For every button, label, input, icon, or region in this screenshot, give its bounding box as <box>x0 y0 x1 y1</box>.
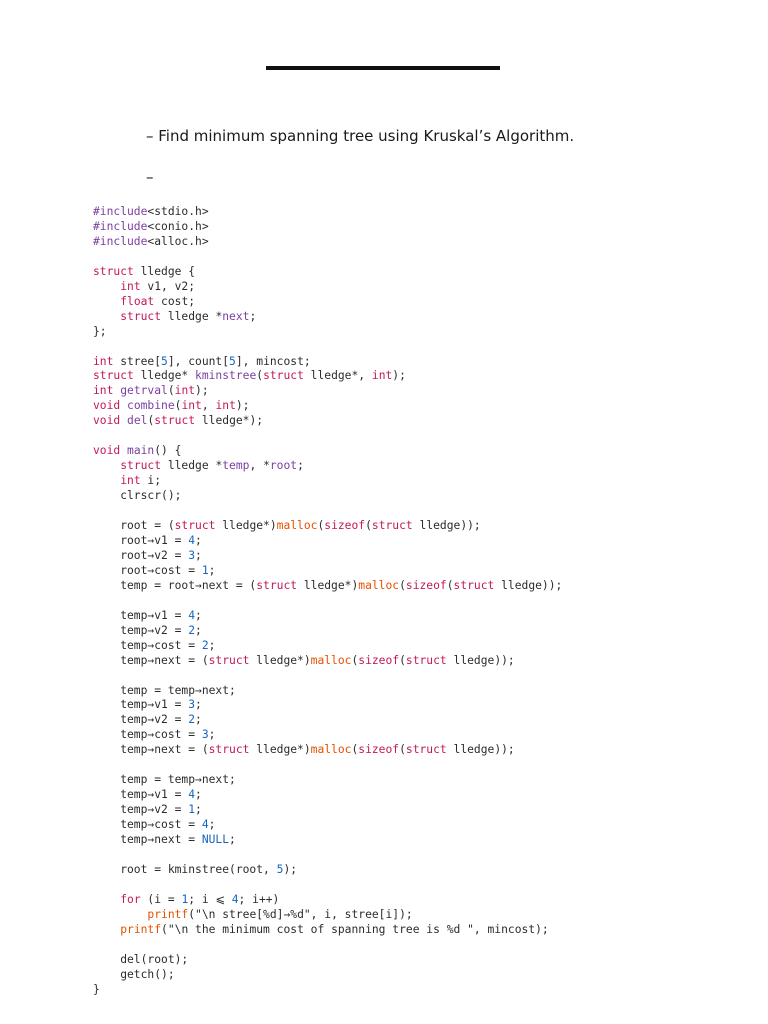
code-line: int v1, v2; <box>120 279 196 293</box>
code-line: int getrval(int); <box>93 384 209 398</box>
code-line: temp→v2 = 2; <box>93 713 202 727</box>
code-line: root→cost = 1; <box>93 563 216 577</box>
code-line: temp→cost = 2; <box>93 638 216 652</box>
code-line: void combine(int, int); <box>93 399 250 413</box>
code-line: del(root); <box>93 952 189 966</box>
code-line <box>93 250 640 265</box>
code-line: struct lledge* kminstree(struct lledge*, int); <box>93 369 406 383</box>
title-underline <box>266 66 500 70</box>
code-line: root = (struct lledge*)malloc(sizeof(struct lledge)); <box>93 519 481 533</box>
code-line: struct lledge { <box>93 264 196 278</box>
code-line: printf("\n the minimum cost of spanning tree is %d ", mincost); <box>120 922 549 936</box>
code-line: struct lledge *next; <box>120 309 257 323</box>
code-line <box>93 594 640 609</box>
code-line: temp = temp→next; <box>93 683 236 697</box>
code-line: getch(); <box>93 967 175 981</box>
code-line: temp→next = (struct lledge*)malloc(sizeof(struct lledge)); <box>93 653 515 667</box>
code-line: void del(struct lledge*); <box>93 414 264 428</box>
task-description: – Find minimum spanning tree using Kruskal’s Algorithm. <box>146 127 575 145</box>
code-line: temp = root→next = (struct lledge*)malloc(sizeof(struct lledge)); <box>93 578 563 592</box>
code-line: printf("\n stree[%d]→%d", i, stree[i]); <box>147 907 413 921</box>
code-line: temp→v1 = 4; <box>93 608 202 622</box>
code-line: temp→cost = 3; <box>93 728 216 742</box>
code-line: temp→next = NULL; <box>93 833 236 847</box>
code-listing <box>80 205 640 998</box>
code-line: temp→v1 = 4; <box>93 788 202 802</box>
code-text <box>80 205 640 998</box>
code-line <box>93 429 640 444</box>
code-line: temp→cost = 4; <box>93 818 216 832</box>
code-line: }; <box>93 324 107 338</box>
code-line: for (i = 1; i ⩽ 4; i++) <box>120 892 280 906</box>
code-line <box>93 669 640 684</box>
code-line <box>93 504 640 519</box>
code-line: int stree[5], count[5], mincost; <box>93 354 311 368</box>
code-line: root→v2 = 3; <box>93 548 202 562</box>
code-line <box>93 938 640 953</box>
code-line: temp→v2 = 1; <box>93 803 202 817</box>
code-line: temp = temp→next; <box>93 773 236 787</box>
code-line: temp→v2 = 2; <box>93 623 202 637</box>
code-line <box>93 878 640 893</box>
code-line: #include<conio.h> <box>93 219 209 233</box>
code-line: temp→next = (struct lledge*)malloc(sizeof(struct lledge)); <box>93 743 515 757</box>
code-line: void main() { <box>93 444 182 458</box>
code-line: #include<alloc.h> <box>93 234 209 248</box>
code-line: int i; <box>120 474 162 488</box>
code-line: float cost; <box>120 294 196 308</box>
list-marker: – <box>146 168 154 186</box>
code-line: } <box>93 982 100 996</box>
code-line <box>93 848 640 863</box>
code-line: clrscr(); <box>93 489 182 503</box>
code-line: temp→v1 = 3; <box>93 698 202 712</box>
code-line: root→v1 = 4; <box>93 533 202 547</box>
code-line: #include<stdio.h> <box>93 205 209 218</box>
code-line <box>93 758 640 773</box>
code-line: root = kminstree(root, 5); <box>93 862 298 876</box>
code-line <box>93 340 640 355</box>
code-line: struct lledge *temp, *root; <box>120 459 304 473</box>
